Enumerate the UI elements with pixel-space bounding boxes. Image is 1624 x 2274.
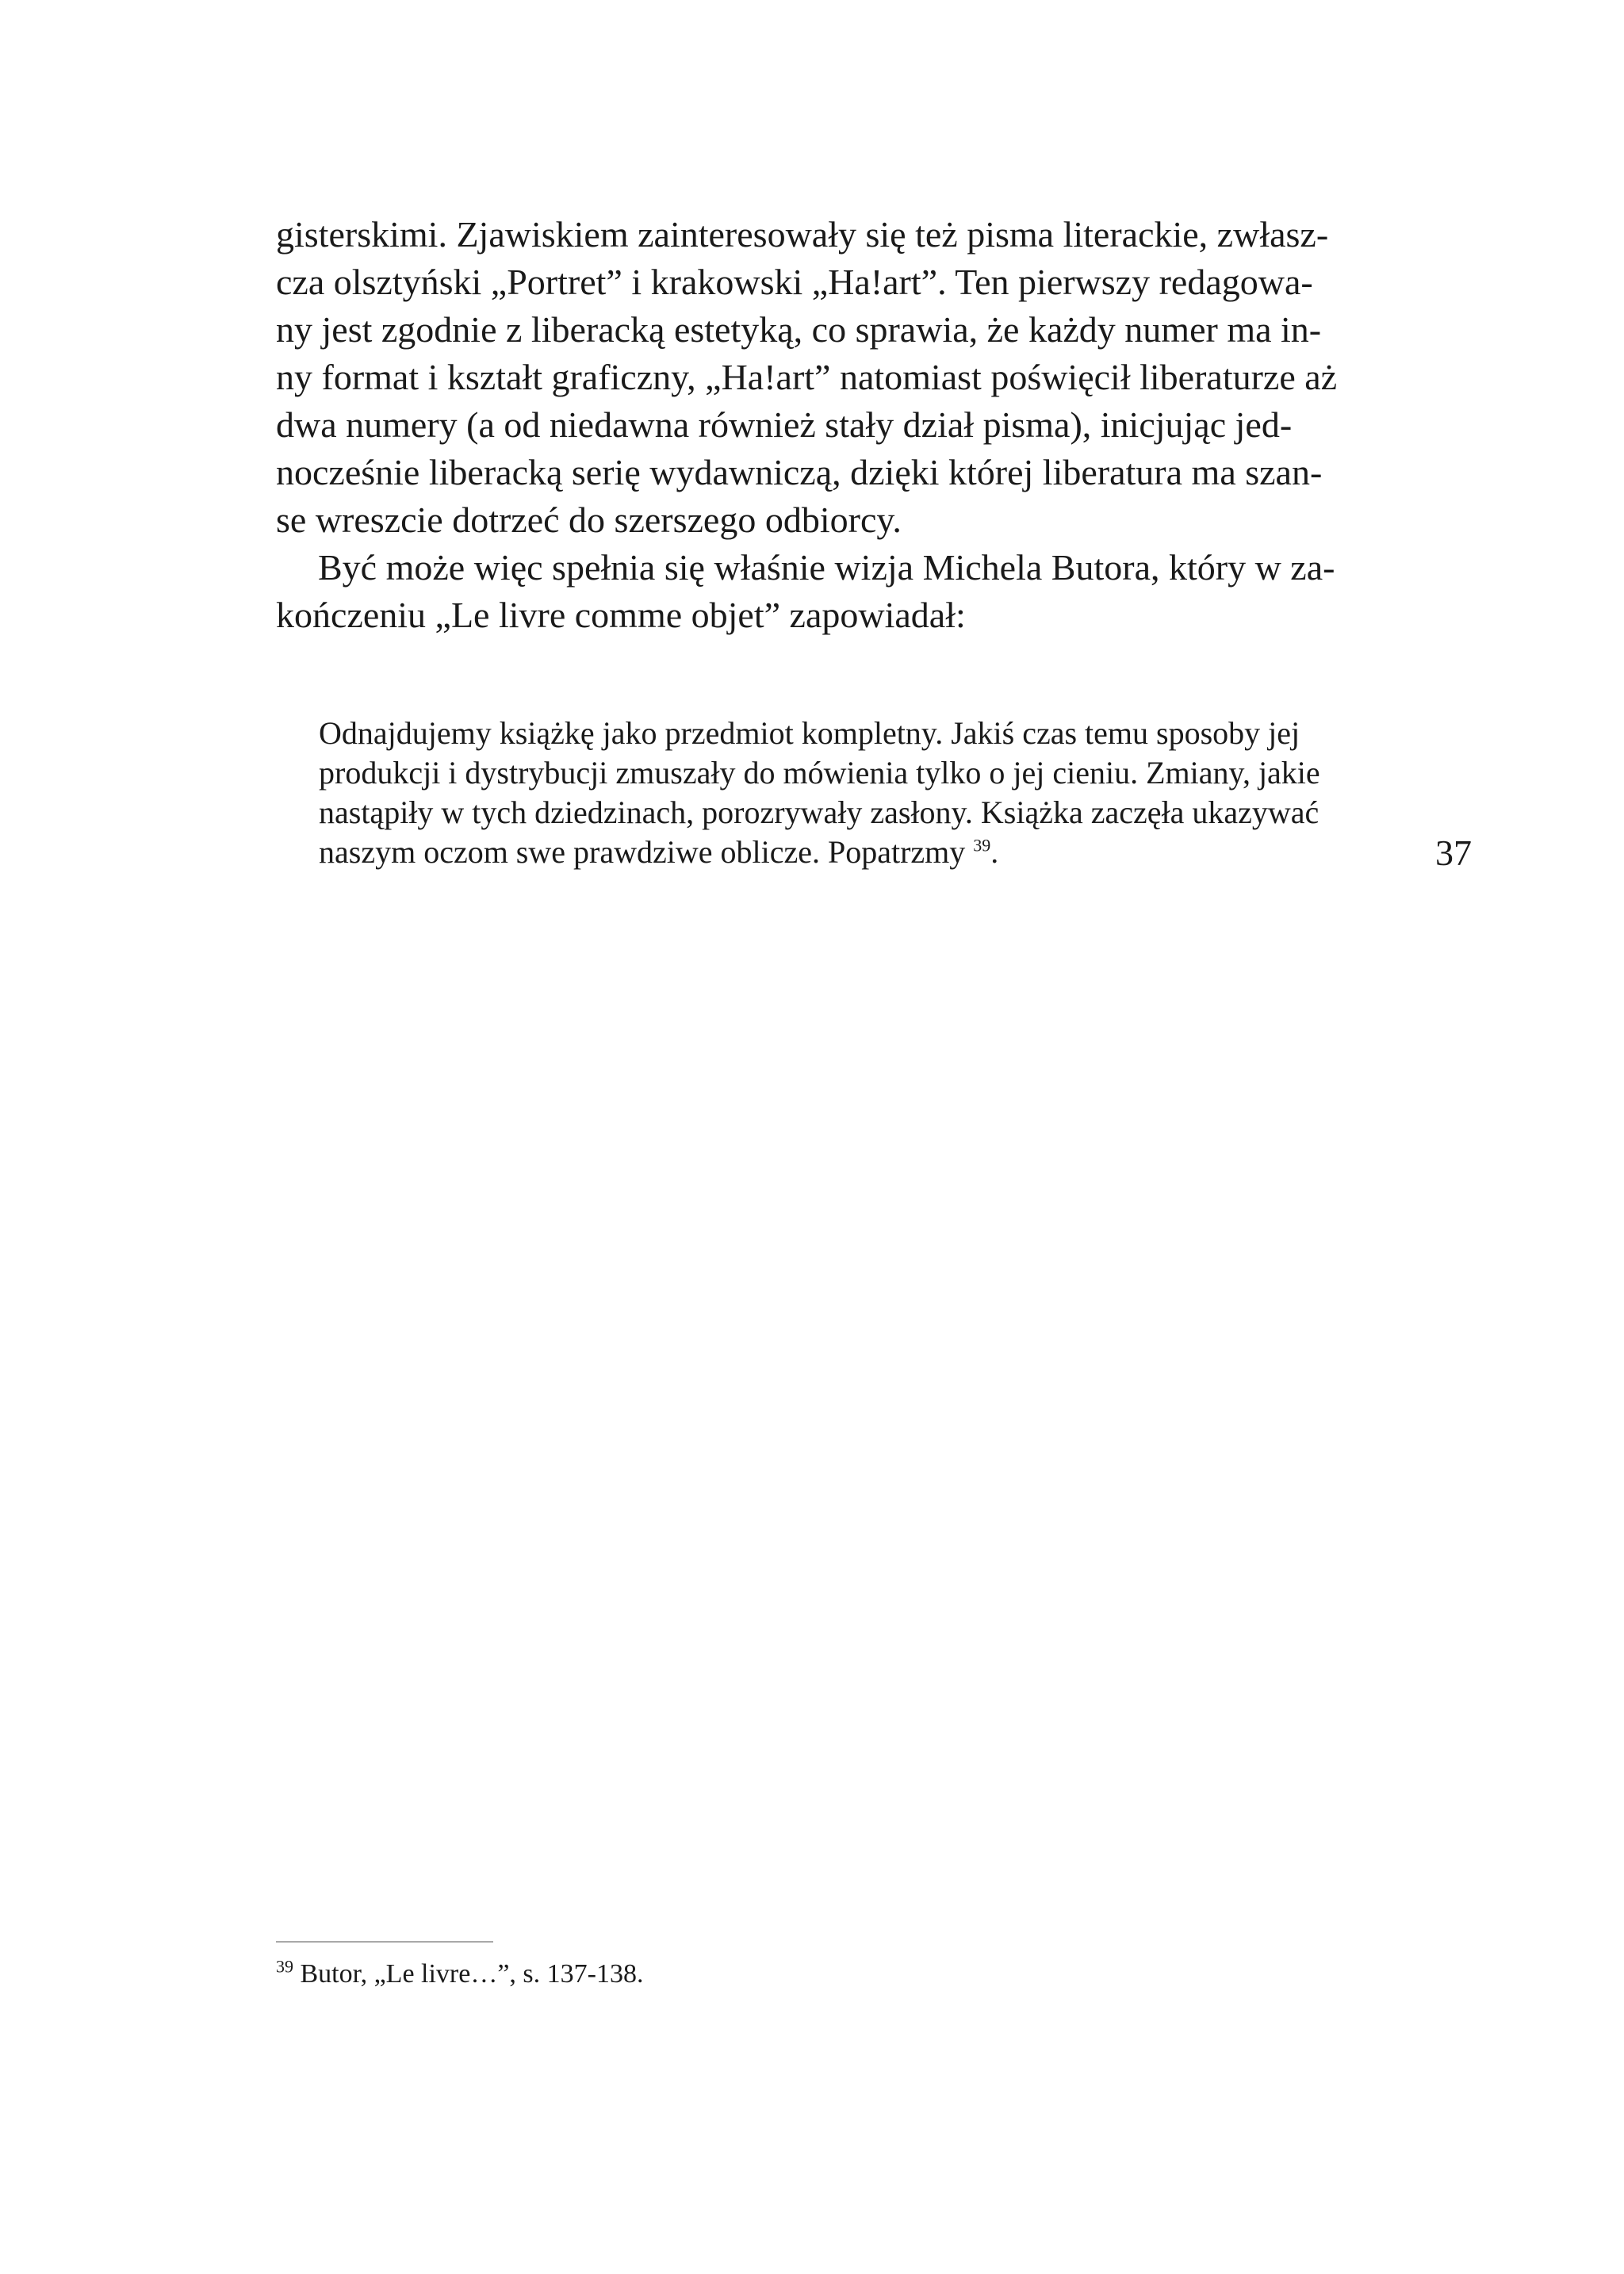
- body-line: dwa numery (a od niedawna również stały dział pisma), inicjując jed-: [276, 404, 1293, 445]
- page-number: 37: [1435, 833, 1472, 873]
- quote-end-punctuation: .: [990, 834, 999, 870]
- quote-line: Odnajdujemy książkę jako przedmiot kompletny. Jakiś czas temu sposoby jej: [319, 715, 1300, 751]
- body-line: gisterskimi. Zjawiskiem zainteresowały się też pisma literackie, zwłasz-: [276, 214, 1329, 255]
- body-line: kończeniu „Le livre comme objet” zapowiadał:: [276, 595, 966, 635]
- body-line: ny format i kształt graficzny, „Ha!art” natomiast poświęcił liberaturze aż: [276, 357, 1338, 397]
- quote-line-text: naszym oczom swe prawdziwe oblicze. Popatrzmy: [319, 834, 966, 870]
- footnote-reference[interactable]: 39: [973, 835, 991, 856]
- footnote-divider: [276, 1941, 493, 1943]
- body-text: [276, 211, 1378, 639]
- footnote: [276, 1957, 644, 1992]
- body-line: ny jest zgodnie z liberacką estetyką, co sprawia, że każdy numer ma in-: [276, 309, 1322, 350]
- block-quote: [319, 714, 1378, 872]
- quote-line-last: [319, 833, 1378, 872]
- body-line: se wreszcie dotrzeć do szerszego odbiorcy.: [276, 500, 902, 540]
- body-line: cza olsztyński „Portret” i krakowski „Ha!art”. Ten pierwszy redagowa-: [276, 262, 1313, 302]
- footnote-number: 39: [276, 1956, 293, 1977]
- body-line-paragraph-start: Być może więc spełnia się właśnie wizja Michela Butora, który w za-: [318, 547, 1335, 588]
- footnote-text: Butor, „Le livre…”, s. 137-138.: [293, 1959, 644, 1989]
- quote-line: produkcji i dystrybucji zmuszały do mówienia tylko o jej cieniu. Zmiany, jakie: [319, 755, 1320, 791]
- quote-line: nastąpiły w tych dziedzinach, porozrywały zasłony. Książka zaczęła ukazywać: [319, 794, 1320, 830]
- body-line: nocześnie liberacką serię wydawniczą, dzięki której liberatura ma szan-: [276, 452, 1323, 492]
